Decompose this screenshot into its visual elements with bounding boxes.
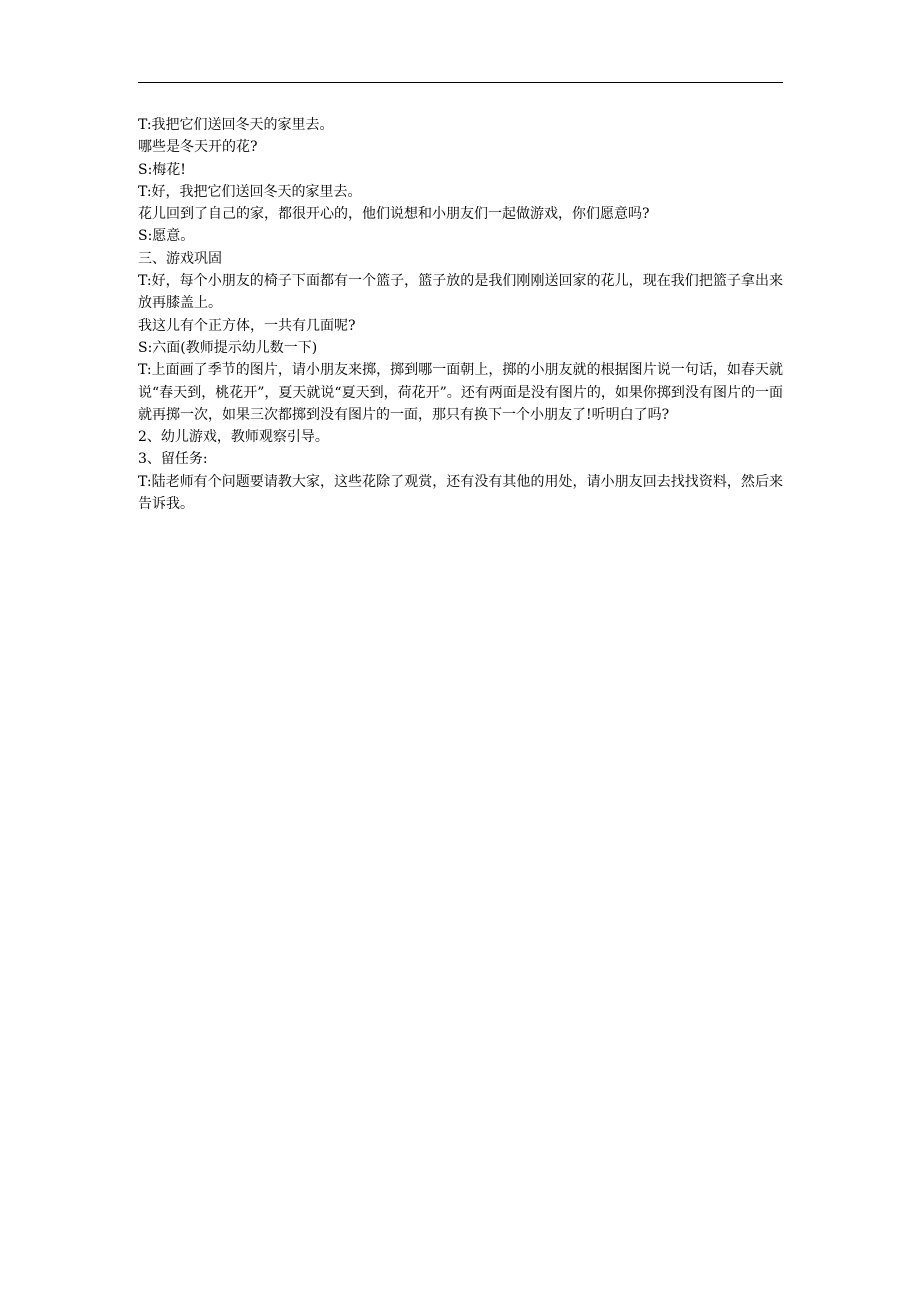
list-item: 2、幼儿游戏，教师观察引导。 — [138, 429, 329, 446]
paragraph: T:好，每个小朋友的椅子下面都有一个篮子，篮子放的是我们刚刚送回家的花儿，现在我们把篮子拿出来放再膝盖上。 — [138, 273, 783, 312]
header-rule — [138, 82, 783, 83]
paragraph: S:梅花! — [138, 161, 186, 178]
paragraph: T:上面画了季节的图片，请小朋友来掷，掷到哪一面朝上，掷的小朋友就的根据图片说一句话，如春天就说“春天到，桃花开”，夏天就说“夏天到，荷花开”。还有两面是没有图片的，如果你掷到没有图片的一面就再掷一次，如果三次都掷到没有图片的一面，那只有换下一个小朋友了!听明白了吗? — [138, 362, 783, 423]
paragraph: 哪些是冬天开的花? — [138, 139, 258, 156]
paragraph: T:陆老师有个问题要请教大家，这些花除了观赏，还有没有其他的用处，请小朋友回去找找资料，然后来告诉我。 — [138, 473, 783, 513]
list-item: 3、留任务: — [138, 451, 208, 468]
document-body — [138, 114, 783, 515]
paragraph: 我这儿有个正方体，一共有几面呢? — [138, 317, 356, 334]
section-heading: 三、游戏巩固 — [138, 250, 222, 267]
paragraph: S:六面(教师提示幼儿数一下) — [138, 339, 318, 356]
paragraph: T:好，我把它们送回冬天的家里去。 — [138, 183, 362, 200]
paragraph: S:愿意。 — [138, 228, 195, 245]
paragraph: 花儿回到了自己的家，都很开心的，他们说想和小朋友们一起做游戏，你们愿意吗? — [138, 206, 650, 223]
paragraph: T:我把它们送回冬天的家里去。 — [138, 117, 334, 133]
